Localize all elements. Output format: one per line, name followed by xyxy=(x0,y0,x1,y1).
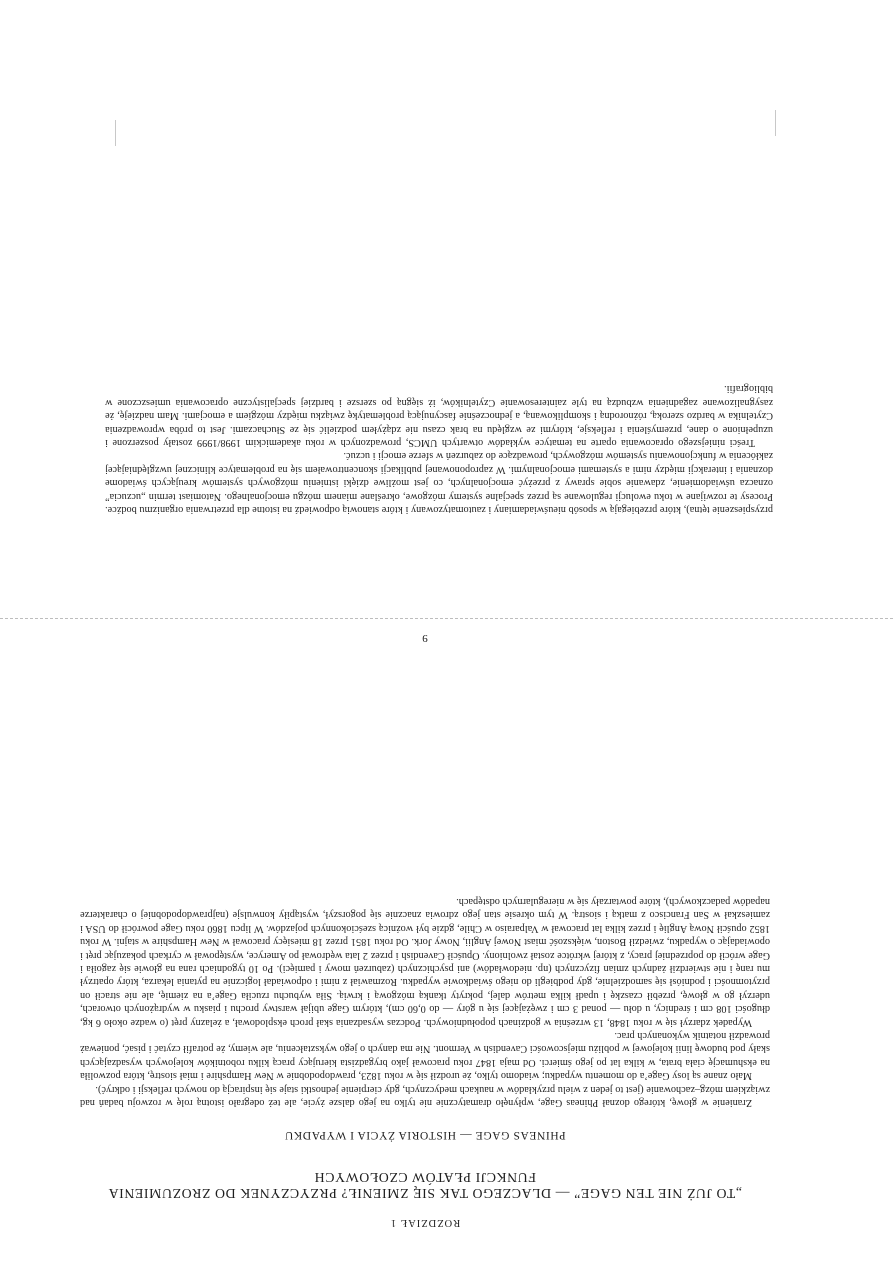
chapter-label: ROZDZIAŁ 1 xyxy=(389,1217,461,1228)
section-title: PHINEAS GAGE — HISTORIA ŻYCIA I WYPADKU xyxy=(284,1129,566,1141)
paragraph: Zranienie w głowę, którego doznał Phineas Gage, wpłynęło dramatycznie nie tylko na jego dalsze życie, ale też odegrało istotną rolę w rozwoju badań nad związkiem mózg–zachowanie (jest to jeden z wielu przykładów w naukach medycznych, gdy cierpienie jednostki staje się inspiracją do nowych refleksji i odkryć). xyxy=(80,1083,770,1108)
scan-mark xyxy=(775,110,776,136)
paragraph: Treści niniejszego opracowania oparte na tematyce wykładów otwartych UMCS, prowadzonych w roku akademickim 1998/1999 zostały poszerzone i uzupełnione o dane, przemyślenia i refleksje, którymi ze względu na brak czasu nie zdążyłem podzielić się ze Słuchaczami. Jest to próba wprowadzenia Czytelnika w bardzo szeroką, różnorodną i skomplikowaną, a jednocześnie fascynującą problematykę związku między mózgiem a emocjami. Mam nadzieję, że zasygnalizowane zagadnienia wzbudzą na tyle zainteresowanie Czytelników, iż sięgną po szersze i bardziej specjalistyczne opracowania umieszczone w bibliografii. xyxy=(105,383,773,448)
page-number: 9 xyxy=(422,632,428,644)
paragraph: Wypadek zdarzył się w roku 1848, 13 września w godzinach popołudniowych. Podczas wysadzania skał proch eksplodował, a żelazny pręt (o wadze około 6 kg, długości 108 cm i średnicy, u dołu — ponad 3 cm i zwężającej się u góry — do 0,60 cm), którym Gage ubijał warstwy prochu i piasku w wydrążonych otworach, uderzył go w głowę, przebił czaszkę i upadł kilka metrów dalej, pokryty tkanką mózgową i krwią. Siła wybuchu rzuciła Gage’a na ziemię, ale nie stracił on przytomności i podniósł się samodzielnie, gdy podbiegli do niego świadkowie wypadku. Rozmawiał z nimi i odpowiadał logicznie na pytania lekarza, który opatrzył mu ranę i nie stwierdził żadnych zmian fizycznych (np. niedowładów) ani psychicznych (zaburzeń mowy i pamięci). Po 10 tygodniach rana na głowie się zagoiła i Gage wrócił do poprzedniej pracy, z której wkrótce został zwolniony. Opuścił Cavendish i przez 2 lata wędrował po Ameryce, występował w cyrkach pokazując pręt i opowiadając o wypadku, zwiedził Boston, większość miast Nowej Anglii, Nowy Jork. Od roku 1851 przez 18 miesięcy pracował w New Hampshire w stajni. W roku 1852 opuścił Nową Anglię i przez kilka lat pracował w Valparaiso w Chile, gdzie był woźnicą sześciokonnych pojazdów. W lipcu 1860 roku Gage powrócił do USA i zamieszkał w San Francisco z matką i siostrą. W tym okresie stan jego zdrowia znacznie się pogorszył, wystąpiły konwulsje (najprawdopodobniej o charakterze napadów padaczkowych), które powtarzały się w nieregularnych odstępach. xyxy=(80,895,770,1028)
paragraph: Mało znane są losy Gage’a do momentu wypadku; wiadomo tylko, że urodził się w roku 1823, prawdopodobnie w New Hampshire i miał siostrę, która pozwoliła na ekshumację ciała brata, w kilka lat po jego śmierci. Od maja 1847 roku pracował jako brygadzista kierujący pracą kilku robotników kolejowych wysadzających skały pod budowę linii kolejowej w pobliżu miejscowości Cavendish w Vermont. Nie ma danych o jego wykształceniu, ale wiemy, że potrafił czytać i pisać, ponieważ prowadził notatnik wykonanych prac. xyxy=(80,1029,770,1082)
paragraph: przyspieszenie tętna), które przebiegają w sposób nieuświadamiany i zautomatyzowany i które stanowią odpowiedź na istotne dla przetrwania organizmu bodźce. Procesy te rozwijane w toku ewolucji regulowane są przez specjalne systemy mózgowe, określane mianem mózgu emocjonalnego. Natomiast termin „uczucia” oznacza uświadomienie, zdawanie sobie sprawy z przeżyć emocjonalnych, co jest możliwe dzięki istnieniu mózgowych systemów kreujących świadome doznania i interakcji między nimi a systemami emocjonalnymi. W zaproponowanej publikacji skoncentrowałem się na problematyce klinicznej uwzględniającej zakłócenia w funkcjonowaniu systemów mózgowych, prowadzące do zaburzeń w sferze emocji i uczuć. xyxy=(105,450,773,515)
page-fold-line xyxy=(0,618,893,619)
chapter-title: „TO JUŻ NIE TEN GAGE” — DLACZEGO TAK SIĘ ZMIENIŁ? PRZYCZYNEK DO ZROZUMIENIA FUNKCJI PŁATÓW CZOŁOWYCH xyxy=(108,1170,743,1201)
lower-page xyxy=(80,632,770,1228)
upper-page xyxy=(105,60,773,516)
